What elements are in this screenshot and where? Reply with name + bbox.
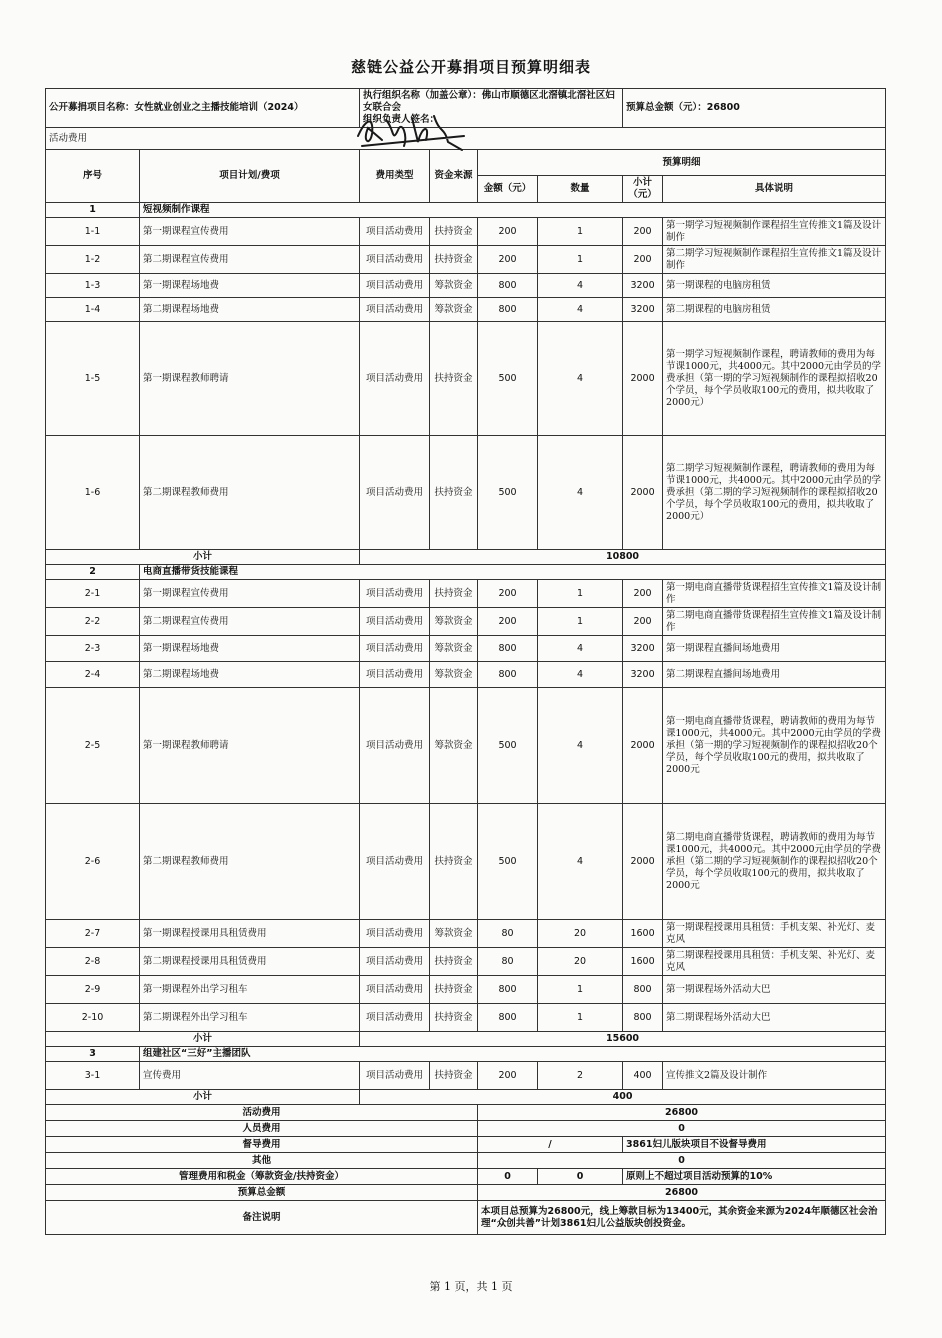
amount: 200 [478, 246, 538, 274]
summary-value: 26800 [478, 1185, 886, 1201]
summary-label: 活动费用 [46, 1105, 478, 1121]
summary-value: 0 [478, 1153, 886, 1169]
row-subtotal: 3200 [623, 298, 663, 322]
fee-type: 项目活动费用 [360, 662, 430, 688]
table-row [46, 804, 886, 920]
col-budget-detail: 预算明细 [478, 150, 886, 176]
col-amount: 金额（元） [478, 176, 538, 203]
description: 第二期学习短视频制作课程，聘请教师的费用为每节课1000元，共4000元。其中2000元由学员的学费承担（第二期的学习短视频制作的课程拟招收20个学员，每个学员收取100元的费用，拟共收取了2000元） [663, 436, 886, 550]
row-number: 2-4 [46, 662, 140, 688]
fund-source: 扶持资金 [430, 976, 478, 1004]
subtotal-value: 10800 [360, 550, 886, 565]
row-subtotal: 2000 [623, 436, 663, 550]
item-name: 第一期课程场地费 [140, 636, 360, 662]
row-subtotal: 800 [623, 1004, 663, 1032]
fee-type: 项目活动费用 [360, 274, 430, 298]
table-row [46, 920, 886, 948]
fee-type: 项目活动费用 [360, 804, 430, 920]
description: 第二期课程授课用具租赁：手机支架、补光灯、麦克风 [663, 948, 886, 976]
subtotal-label: 小计 [46, 550, 360, 565]
subtotal-row [46, 550, 886, 565]
quantity: 1 [538, 580, 623, 608]
row-subtotal: 200 [623, 246, 663, 274]
table-row [46, 948, 886, 976]
mgmt-support: 0 [538, 1169, 623, 1185]
fund-source: 扶持资金 [430, 580, 478, 608]
amount: 80 [478, 920, 538, 948]
summary-label: 其他 [46, 1153, 478, 1169]
description: 第一期电商直播带货课程招生宣传推文1篇及设计制作 [663, 580, 886, 608]
quantity: 20 [538, 948, 623, 976]
row-number: 2-7 [46, 920, 140, 948]
summary-row [46, 1185, 886, 1201]
fee-type: 项目活动费用 [360, 322, 430, 436]
description: 第二期学习短视频制作课程招生宣传推文1篇及设计制作 [663, 246, 886, 274]
table-row [46, 218, 886, 246]
row-number: 3-1 [46, 1062, 140, 1090]
fee-type: 项目活动费用 [360, 636, 430, 662]
budget-table [45, 88, 886, 1235]
quantity: 1 [538, 1004, 623, 1032]
description: 第一期课程直播间场地费用 [663, 636, 886, 662]
mgmt-fundraised: 0 [478, 1169, 538, 1185]
section-header-row [46, 565, 886, 580]
subtotal-label: 小计 [46, 1090, 360, 1105]
description: 宣传推文2篇及设计制作 [663, 1062, 886, 1090]
table-row [46, 662, 886, 688]
fund-source: 扶持资金 [430, 246, 478, 274]
section-header-row [46, 1047, 886, 1062]
summary-row [46, 1137, 886, 1153]
row-number: 1-3 [46, 274, 140, 298]
summary-row [46, 1105, 886, 1121]
section-label: 活动费用 [46, 128, 886, 150]
row-subtotal: 200 [623, 218, 663, 246]
item-name: 第一期课程教师聘请 [140, 322, 360, 436]
table-row [46, 322, 886, 436]
col-source: 资金来源 [430, 150, 478, 203]
section-name: 电商直播带货技能课程 [140, 565, 886, 580]
description: 第二期课程场外活动大巴 [663, 1004, 886, 1032]
row-subtotal: 200 [623, 580, 663, 608]
quantity: 2 [538, 1062, 623, 1090]
amount: 80 [478, 948, 538, 976]
row-number: 2-1 [46, 580, 140, 608]
summary-label: 人员费用 [46, 1121, 478, 1137]
quantity: 4 [538, 662, 623, 688]
fund-source: 筹款资金 [430, 688, 478, 804]
description: 第二期课程直播间场地费用 [663, 662, 886, 688]
summary-value: / [478, 1137, 623, 1153]
description: 第二期电商直播带货课程招生宣传推文1篇及设计制作 [663, 608, 886, 636]
summary-label: 预算总金额 [46, 1185, 478, 1201]
item-name: 第二期课程宣传费用 [140, 246, 360, 274]
summary-label: 督导费用 [46, 1137, 478, 1153]
item-name: 第一期课程宣传费用 [140, 218, 360, 246]
fund-source: 扶持资金 [430, 1062, 478, 1090]
section-number: 3 [46, 1047, 140, 1062]
description: 第一期课程场外活动大巴 [663, 976, 886, 1004]
item-name: 第一期课程授课用具租赁费用 [140, 920, 360, 948]
fund-source: 扶持资金 [430, 218, 478, 246]
table-row [46, 298, 886, 322]
fund-source: 筹款资金 [430, 274, 478, 298]
row-number: 2-6 [46, 804, 140, 920]
quantity: 1 [538, 976, 623, 1004]
amount: 200 [478, 1062, 538, 1090]
quantity: 4 [538, 804, 623, 920]
amount: 800 [478, 298, 538, 322]
item-name: 宣传费用 [140, 1062, 360, 1090]
item-name: 第二期课程教师费用 [140, 436, 360, 550]
project-name: 公开募捐项目名称：女性就业创业之主播技能培训（2024） [46, 89, 360, 128]
col-seq: 序号 [46, 150, 140, 203]
quantity: 4 [538, 298, 623, 322]
signature-image [352, 106, 472, 156]
quantity: 4 [538, 274, 623, 298]
item-name: 第一期课程宣传费用 [140, 580, 360, 608]
fee-type: 项目活动费用 [360, 580, 430, 608]
row-number: 1-5 [46, 322, 140, 436]
row-subtotal: 3200 [623, 636, 663, 662]
amount: 500 [478, 688, 538, 804]
page-footer: 第 1 页，共 1 页 [429, 1280, 513, 1293]
summary-label: 管理费用和税金（筹款资金/扶持资金） [46, 1169, 478, 1185]
fee-type: 项目活动费用 [360, 1004, 430, 1032]
fund-source: 扶持资金 [430, 436, 478, 550]
amount: 500 [478, 322, 538, 436]
row-number: 2-5 [46, 688, 140, 804]
amount: 500 [478, 804, 538, 920]
description: 第二期课程的电脑房租赁 [663, 298, 886, 322]
description: 第二期电商直播带货课程，聘请教师的费用为每节课1000元，共4000元。其中2000元由学员的学费承担（第二期的学习短视频制作的课程拟招收20个学员，每个学员收取100元的费用，拟共收取了2000元 [663, 804, 886, 920]
amount: 800 [478, 1004, 538, 1032]
fund-source: 筹款资金 [430, 608, 478, 636]
subtotal-row [46, 1090, 886, 1105]
section-name: 组建社区“三好”主播团队 [140, 1047, 886, 1062]
summary-note: 3861妇儿版块项目不设督导费用 [623, 1137, 886, 1153]
row-subtotal: 200 [623, 608, 663, 636]
fund-source: 扶持资金 [430, 322, 478, 436]
subtotal-value: 400 [360, 1090, 886, 1105]
description: 第一期课程的电脑房租赁 [663, 274, 886, 298]
table-row [46, 246, 886, 274]
fee-type: 项目活动费用 [360, 298, 430, 322]
table-row [46, 688, 886, 804]
row-number: 1-2 [46, 246, 140, 274]
summary-row [46, 1153, 886, 1169]
col-type: 费用类型 [360, 150, 430, 203]
table-row [46, 976, 886, 1004]
row-number: 2-3 [46, 636, 140, 662]
quantity: 1 [538, 246, 623, 274]
fee-type: 项目活动费用 [360, 920, 430, 948]
row-subtotal: 2000 [623, 688, 663, 804]
fund-source: 筹款资金 [430, 636, 478, 662]
item-name: 第一期课程场地费 [140, 274, 360, 298]
fund-source: 筹款资金 [430, 920, 478, 948]
org-leader: 组织负责人签名： [363, 114, 440, 125]
description: 第一期学习短视频制作课程，聘请教师的费用为每节课1000元，共4000元。其中2000元由学员的学费承担（第一期的学习短视频制作的课程拟招收20个学员，每个学员收取100元的费用，拟共收取了2000元） [663, 322, 886, 436]
summary-value: 0 [478, 1121, 886, 1137]
summary-value: 26800 [478, 1105, 886, 1121]
fee-type: 项目活动费用 [360, 688, 430, 804]
section-name: 短视频制作课程 [140, 203, 886, 218]
row-subtotal: 2000 [623, 804, 663, 920]
section-header-row [46, 203, 886, 218]
amount: 500 [478, 436, 538, 550]
row-subtotal: 2000 [623, 322, 663, 436]
fee-type: 项目活动费用 [360, 218, 430, 246]
fund-source: 扶持资金 [430, 948, 478, 976]
row-number: 1-4 [46, 298, 140, 322]
row-subtotal: 800 [623, 976, 663, 1004]
table-row [46, 274, 886, 298]
row-number: 2-9 [46, 976, 140, 1004]
subtotal-label: 小计 [46, 1032, 360, 1047]
description: 第一期电商直播带货课程，聘请教师的费用为每节课1000元，共4000元。其中2000元由学员的学费承担（第一期的学习短视频制作的课程拟招收20个学员，每个学员收取100元的费用，拟共收取了2000元 [663, 688, 886, 804]
remark-text: 本项目总预算为26800元，线上筹款目标为13400元，其余资金来源为2024年顺德区社会治理“众创共善”计划3861妇儿公益版块创投资金。 [478, 1201, 886, 1235]
fee-type: 项目活动费用 [360, 948, 430, 976]
item-name: 第二期课程场地费 [140, 662, 360, 688]
item-name: 第二期课程教师费用 [140, 804, 360, 920]
fund-source: 扶持资金 [430, 1004, 478, 1032]
row-subtotal: 1600 [623, 920, 663, 948]
amount: 800 [478, 274, 538, 298]
col-qty: 数量 [538, 176, 623, 203]
fee-type: 项目活动费用 [360, 436, 430, 550]
row-subtotal: 1600 [623, 948, 663, 976]
table-row [46, 608, 886, 636]
fund-source: 筹款资金 [430, 298, 478, 322]
summary-row [46, 1169, 886, 1185]
row-subtotal: 400 [623, 1062, 663, 1090]
table-row [46, 1004, 886, 1032]
row-number: 1-6 [46, 436, 140, 550]
item-name: 第二期课程宣传费用 [140, 608, 360, 636]
page-title: 慈链公益公开募捐项目预算明细表 [350, 58, 591, 76]
quantity: 1 [538, 218, 623, 246]
fund-source: 扶持资金 [430, 804, 478, 920]
amount: 200 [478, 218, 538, 246]
description: 第一期课程授课用具租赁：手机支架、补光灯、麦克风 [663, 920, 886, 948]
fee-type: 项目活动费用 [360, 608, 430, 636]
amount: 800 [478, 976, 538, 1004]
table-row [46, 636, 886, 662]
row-subtotal: 3200 [623, 274, 663, 298]
quantity: 4 [538, 688, 623, 804]
table-row [46, 1062, 886, 1090]
table-row [46, 436, 886, 550]
item-name: 第二期课程外出学习租车 [140, 1004, 360, 1032]
quantity: 1 [538, 608, 623, 636]
row-subtotal: 3200 [623, 662, 663, 688]
remark-label: 备注说明 [46, 1201, 478, 1235]
quantity: 20 [538, 920, 623, 948]
total-budget: 预算总金额（元）：26800 [623, 89, 886, 128]
section-number: 1 [46, 203, 140, 218]
item-name: 第二期课程授课用具租赁费用 [140, 948, 360, 976]
fee-type: 项目活动费用 [360, 1062, 430, 1090]
amount: 200 [478, 580, 538, 608]
org-name: 执行组织名称（加盖公章）：佛山市顺德区北滘镇北滘社区妇女联合会 [363, 90, 615, 113]
row-number: 2-8 [46, 948, 140, 976]
subtotal-value: 15600 [360, 1032, 886, 1047]
item-name: 第二期课程场地费 [140, 298, 360, 322]
quantity: 4 [538, 436, 623, 550]
amount: 800 [478, 662, 538, 688]
item-name: 第一期课程外出学习租车 [140, 976, 360, 1004]
remark-row [46, 1201, 886, 1235]
summary-note: 原则上不超过项目活动预算的10% [623, 1169, 886, 1185]
row-number: 1-1 [46, 218, 140, 246]
col-explain: 具体说明 [663, 176, 886, 203]
amount: 800 [478, 636, 538, 662]
table-row [46, 580, 886, 608]
col-plan: 项目计划/费项 [140, 150, 360, 203]
col-subtotal: 小计（元） [623, 176, 663, 203]
summary-row [46, 1121, 886, 1137]
quantity: 4 [538, 322, 623, 436]
fee-type: 项目活动费用 [360, 246, 430, 274]
section-number: 2 [46, 565, 140, 580]
fee-type: 项目活动费用 [360, 976, 430, 1004]
quantity: 4 [538, 636, 623, 662]
row-number: 2-10 [46, 1004, 140, 1032]
amount: 200 [478, 608, 538, 636]
fund-source: 筹款资金 [430, 662, 478, 688]
description: 第一期学习短视频制作课程招生宣传推文1篇及设计制作 [663, 218, 886, 246]
row-number: 2-2 [46, 608, 140, 636]
subtotal-row [46, 1032, 886, 1047]
item-name: 第一期课程教师聘请 [140, 688, 360, 804]
